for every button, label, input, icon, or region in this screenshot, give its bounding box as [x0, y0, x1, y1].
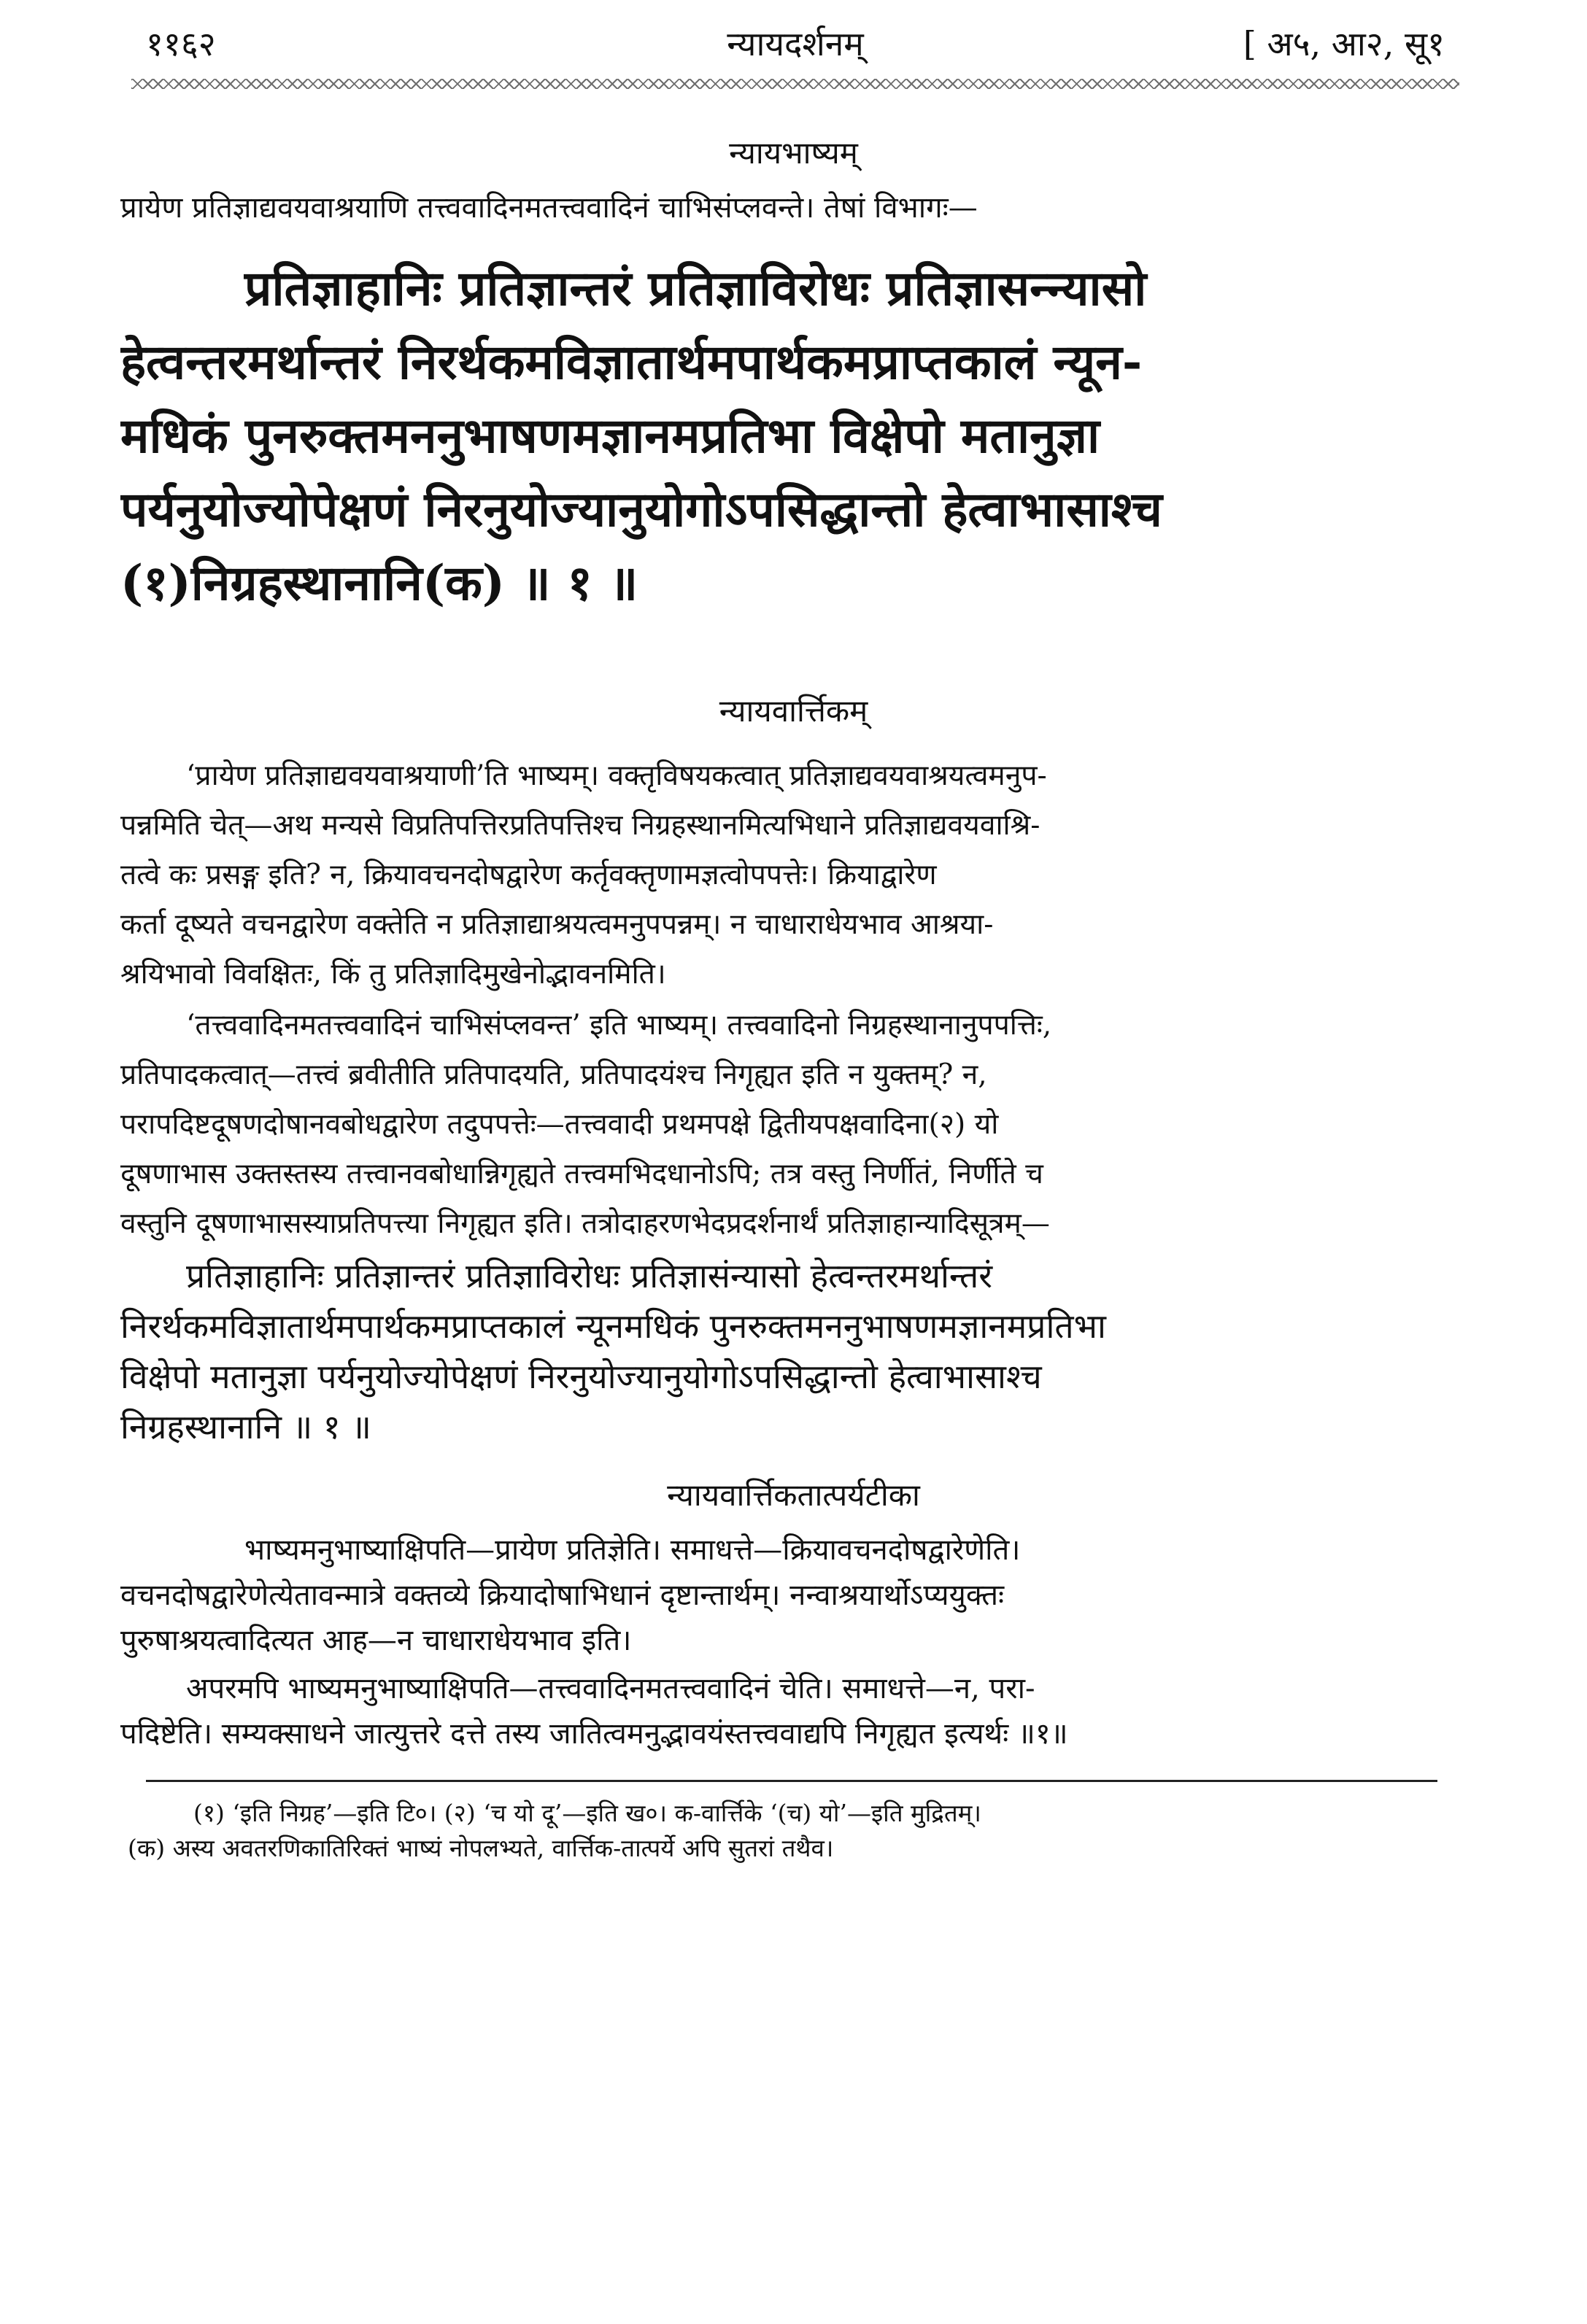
text-line: ‘तत्त्ववादिनमतत्त्ववादिनं चाभिसंप्लवन्त’ इति भाष्यम्। तत्त्ववादिनो निग्रहस्थानानुपपत्तिः,	[186, 1009, 1052, 1042]
bhashya-intro	[120, 186, 1467, 230]
text-line: दूषणाभास उक्तस्तस्य तत्त्वानवबोधान्निगृह्यते तत्त्वमभिदधानोऽपि; तत्र वस्तु निर्णीतं, निर्णीते च	[120, 1158, 1043, 1190]
text-line: कर्ता दूष्यते वचनद्वारेण वक्तेति न प्रतिज्ञाद्याश्रयत्वमनुपपन्नम्। न चाधाराधेयभाव आश्रया-	[120, 908, 994, 941]
text-line: पन्नमिति चेत्—अथ मन्यसे विप्रतिपत्तिरप्रतिपत्तिश्च निग्रहस्थानमित्यभिधाने प्रतिज्ञाद्यवयवाश्रि-	[120, 809, 1040, 842]
bhashya-title: न्यायभाष्यम्	[729, 135, 858, 171]
sutra-line: प्रतिज्ञाहानिः प्रतिज्ञान्तरं प्रतिज्ञाविरोधः प्रतिज्ञासन्न्यासो	[244, 260, 1147, 317]
tatparya-paragraph-1	[120, 1527, 1467, 1663]
sutra-line: निरर्थकमविज्ञातार्थमपार्थकमप्राप्तकालं न्यूनमधिकं पुनरुक्तमननुभाषणमज्ञानमप्रतिभा	[120, 1306, 1106, 1346]
sutra-line: विक्षेपो मतानुज्ञा पर्यनुयोज्योपेक्षणं निरनुयोज्यानुयोगोऽपसिद्धान्तो हेत्वाभासाश्च	[120, 1357, 1042, 1396]
text-line: भाष्यमनुभाष्याक्षिपति—प्रायेण प्रतिज्ञेति। समाधत्ते—क्रियावचनदोषद्वारेणेति।	[244, 1533, 1021, 1567]
vartika-title: न्यायवार्त्तिकम्	[719, 693, 868, 729]
bhashya-sutra	[120, 252, 1467, 620]
page-header	[146, 20, 1445, 79]
footnote-line: (क) अस्य अवतरणिकातिरिक्तं भाष्यं नोपलभ्यते, वार्त्तिक-तात्पर्ये अपि सुतरां तथैव।	[128, 1834, 834, 1862]
text-line: वचनदोषद्वारेणेत्येतावन्मात्रे वक्तव्ये क्रियादोषाभिधानं दृष्टान्तार्थम्। नन्वाश्रयार्थोऽप्ययुक्तः	[120, 1579, 1005, 1612]
vartika-paragraph-1	[120, 751, 1467, 999]
text-line: प्रतिपादकत्वात्—तत्त्वं ब्रवीतीति प्रतिपादयति, प्रतिपादयंश्च निगृह्यत इति न युक्तम्? न,	[120, 1058, 987, 1091]
sutra-line: हेत्वन्तरमर्थान्तरं निरर्थकमविज्ञातार्थमपार्थकमप्राप्तकालं न्यून-	[120, 333, 1143, 390]
vartika-sutra	[120, 1251, 1467, 1452]
tatparya-title: न्यायवार्त्तिकतात्पर्यटीका	[667, 1477, 920, 1513]
text-line: श्रयिभावो विवक्षितः, किं तु प्रतिज्ञादिमुखेनोद्भावनमिति।	[120, 958, 666, 991]
running-title: न्यायदर्शनम्	[727, 24, 864, 63]
footnote-line: (१) ‘इति निग्रह’—इति टि०। (२) ‘च यो दू’—इति ख०। क-वार्त्तिके ‘(च) यो’—इति मुद्रितम्।	[193, 1799, 981, 1827]
sutra-line: मधिकं पुनरुक्तमननुभाषणमज्ञानमप्रतिभा विक्षेपो मतानुज्ञा	[120, 407, 1100, 464]
sutra-line: पर्यनुयोज्योपेक्षणं निरनुयोज्यानुयोगोऽपसिद्धान्तो हेत्वाभासाश्च	[120, 481, 1162, 538]
text-line: परापदिष्टदूषणदोषानवबोधद्वारेण तदुपपत्तेः—तत्त्ववादी प्रथमपक्षे द्वितीयपक्षवादिना(२) यो	[120, 1108, 999, 1141]
sutra-line: प्रतिज्ञाहानिः प्रतिज्ञान्तरं प्रतिज्ञाविरोधः प्रतिज्ञासंन्यासो हेत्वन्तरमर्थान्तरं	[186, 1256, 993, 1295]
text-line: ‘प्रायेण प्रतिज्ञाद्यवयवाश्रयाणी’ति भाष्यम्। वक्तृविषयकत्वात् प्रतिज्ञाद्यवयवाश्रयत्वमनुप-	[186, 759, 1047, 792]
text-line: तत्वे कः प्रसङ्ग इति? न, क्रियावचनदोषद्वारेण कर्तृवक्तृणामज्ञत्वोपपत्तेः। क्रियाद्वारेण	[120, 859, 937, 891]
footnote-rule	[146, 1780, 1437, 1782]
footnotes	[128, 1796, 1474, 1866]
sutra-line: (१)निग्रहस्थानानि(क) ॥ १ ॥	[120, 554, 638, 611]
header-rule	[131, 79, 1459, 89]
text-line: पुरुषाश्रयत्वादित्यत आह—न चाधाराधेयभाव इति।	[120, 1624, 632, 1657]
text-line: अपरमपि भाष्यमनुभाष्याक्षिपति—तत्त्ववादिनमतत्त्ववादिनं चेति। समाधत्ते—न, परा-	[186, 1672, 1035, 1705]
bhashya-intro-line: प्रायेण प्रतिज्ञाद्यवयवाश्रयाणि तत्त्ववादिनमतत्त्ववादिनं चाभिसंप्लवन्ते। तेषां विभागः—	[120, 191, 978, 225]
text-line: वस्तुनि दूषणाभासस्याप्रतिपत्त्या निगृह्यत इति। तत्रोदाहरणभेदप्रदर्शनार्थं प्रतिज्ञाहान्यादिसूत्रम्—	[120, 1207, 1050, 1240]
text-line: पदिष्टेति। सम्यक्साधने जात्युत्तरे दत्ते तस्य जातित्वमनुद्भावयंस्तत्त्ववाद्यपि निगृह्यत इत्यर्थः ॥१॥	[120, 1717, 1068, 1751]
page-number: ११६२	[146, 24, 216, 63]
tatparya-paragraph-2	[120, 1666, 1467, 1756]
chapter-reference: [ अ५, आ२, सू१	[1243, 24, 1445, 63]
vartika-paragraph-2	[120, 1001, 1467, 1249]
sutra-line: निग्रहस्थानानि ॥ १ ॥	[120, 1407, 371, 1446]
